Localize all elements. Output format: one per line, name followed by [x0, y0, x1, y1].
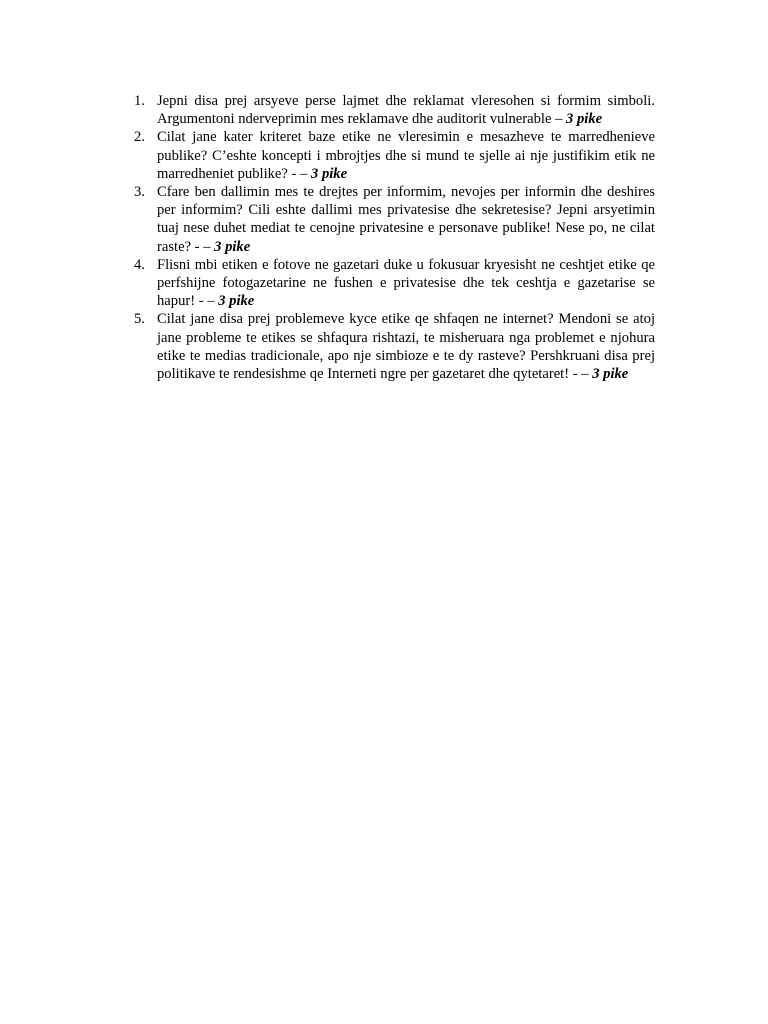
question-number: 1. — [134, 93, 145, 109]
question-item-1 — [134, 92, 655, 128]
question-item-3 — [134, 183, 655, 256]
question-body: Jepni disa prej arsyeve perse lajmet dhe reklamat vleresohen si formim simboli. Argumentoni nderveprimin mes reklamave dhe auditorit vulnerable — [157, 93, 655, 128]
question-body: Cilat jane kater kriteret baze etike ne vleresimin e mesazheve te marredhenieve publike? C’eshte koncepti i mbrojtjes dhe si mund te sjelle ai nje justifikim etik ne marredheniet publike? — [157, 129, 655, 182]
question-text — [157, 92, 655, 128]
question-number: 2. — [134, 129, 145, 146]
question-item-4 — [134, 256, 655, 311]
question-body: Flisni mbi etiken e fotove ne gazetari duke u fokusuar kryesisht ne ceshtjet etike qe perfshijne fotogazetarine ne fushen e privatesise dhe tek ceshtja e gazetarise se hapur! — [157, 256, 655, 310]
question-text — [157, 256, 655, 311]
question-points: 3 pike — [592, 366, 629, 383]
question-points: 3 pike — [218, 293, 255, 310]
question-points: 3 pike — [214, 238, 251, 255]
question-list — [134, 92, 655, 383]
question-body: Cilat jane disa prej problemeve kyce etike qe shfaqen ne internet? Mendoni se atoj jane probleme te etikes se shfaqura rishtazi, te misheruara nga problemet e njohura etike te medias tradicionale, apo nje simbioze e te dy rasteve? Pershkruani disa prej politikave te rendesishme qe Interneti ngre per gazetaret dhe qytetaret! — [157, 311, 655, 383]
question-number: 5. — [134, 311, 145, 328]
points-separator: - – — [195, 293, 219, 310]
question-item-2 — [134, 128, 655, 183]
question-body: Cfare ben dallimin mes te drejtes per informim, nevojes per informin dhe deshires per informim? Cili eshte dallimi mes privatesise dhe sekretesise? Jepni arsyetimin tuaj nese duhet mediat te cenojne privatesine e personave publike! Nese po, ne cilat raste? — [157, 184, 655, 255]
question-text — [157, 183, 655, 256]
question-points: 3 pike — [311, 165, 348, 182]
question-points: 3 pike — [566, 111, 603, 128]
points-separator: – — [551, 111, 567, 128]
question-text — [157, 128, 655, 183]
points-separator: - – — [191, 238, 215, 255]
question-text — [157, 310, 655, 383]
points-separator: - – — [569, 366, 593, 383]
question-item-5 — [134, 310, 655, 383]
points-separator: - – — [287, 165, 311, 182]
question-number: 3. — [134, 184, 145, 201]
question-number: 4. — [134, 256, 145, 273]
